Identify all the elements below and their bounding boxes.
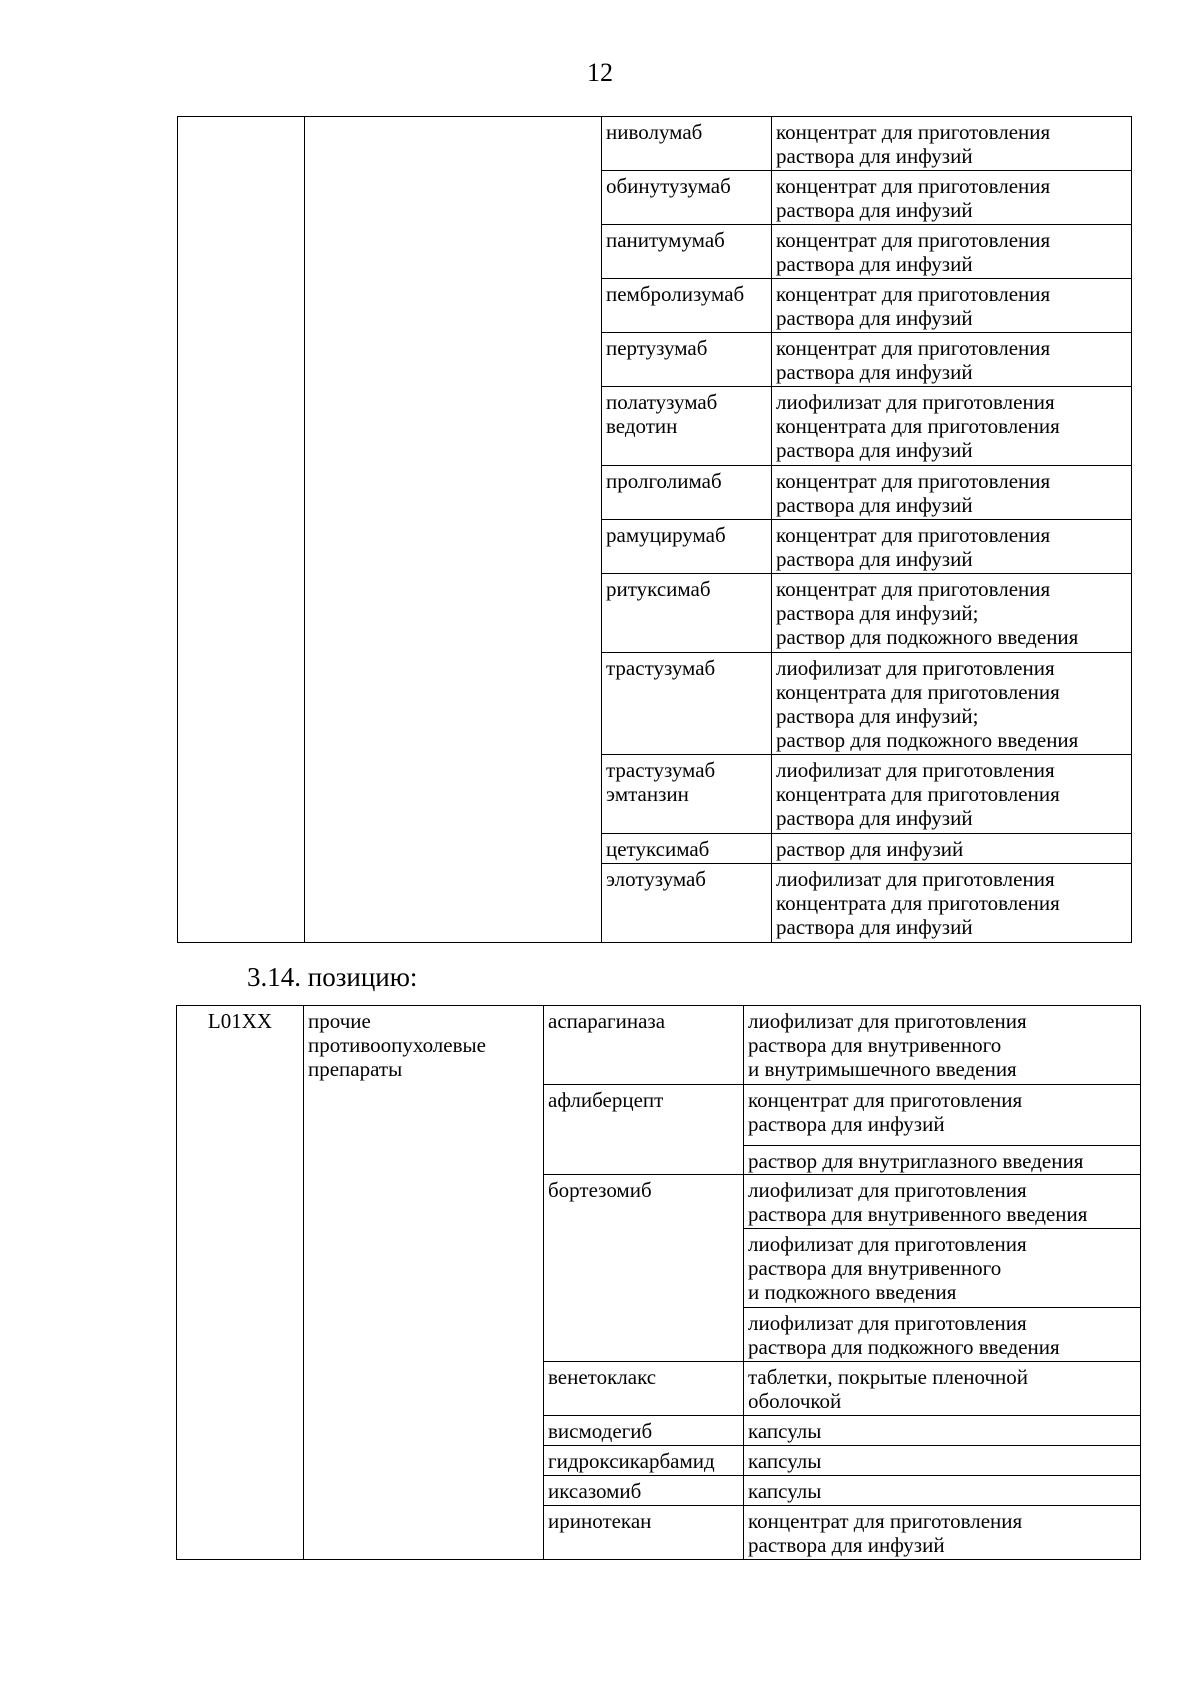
drug-name-cell: венетоклакс [544, 1362, 744, 1416]
section-heading: 3.14. позицию: [247, 962, 418, 992]
drug-name-cell: рамуцирумаб [602, 520, 772, 574]
drug-name-cell: обинутузумаб [602, 171, 772, 225]
dosage-form-cell: раствор для внутриглазного введения [744, 1146, 1141, 1175]
drug-name-cell: иксазомиб [544, 1476, 744, 1506]
dosage-form-cell: концентрат для приготовления раствора для инфузий [772, 117, 1132, 171]
drug-name-cell: гидроксикарбамид [544, 1446, 744, 1476]
code-cell-empty [178, 117, 305, 943]
drug-name-cell: пертузумаб [602, 333, 772, 387]
dosage-form-cell: таблетки, покрытые пленочной оболочкой [744, 1362, 1141, 1416]
drug-name-cell: пембролизумаб [602, 279, 772, 333]
dosage-form-cell: капсулы [744, 1416, 1141, 1446]
group-name-cell: прочие противоопухолевые препараты [304, 1006, 544, 1560]
drug-name-cell-empty [544, 1229, 744, 1308]
dosage-form-cell: концентрат для приготовления раствора для инфузий [772, 225, 1132, 279]
drug-name-cell: афлиберцепт [544, 1085, 744, 1146]
dosage-form-cell: лиофилизат для приготовления раствора для подкожного введения [744, 1308, 1141, 1362]
dosage-form-cell: лиофилизат для приготовления раствора для внутривенного и подкожного введения [744, 1229, 1141, 1308]
dosage-form-cell: концентрат для приготовления раствора для инфузий [772, 171, 1132, 225]
dosage-form-cell: лиофилизат для приготовления концентрата для приготовления раствора для инфузий [772, 755, 1132, 834]
drug-name-cell: ритуксимаб [602, 574, 772, 653]
dosage-form-cell: концентрат для приготовления раствора для инфузий [772, 333, 1132, 387]
drug-name-cell: элотузумаб [602, 864, 772, 943]
drug-table-continued [177, 116, 1132, 943]
dosage-form-cell: лиофилизат для приготовления раствора для внутривенного и внутримышечного введения [744, 1006, 1141, 1085]
table-row [178, 117, 1132, 171]
dosage-form-cell: лиофилизат для приготовления концентрата для приготовления раствора для инфузий [772, 387, 1132, 466]
group-cell-empty [305, 117, 602, 943]
drug-name-cell: ниволумаб [602, 117, 772, 171]
drug-name-cell: трастузумаб [602, 653, 772, 755]
atc-code-cell: L01XX [177, 1006, 304, 1560]
drug-name-cell: трастузумаб эмтанзин [602, 755, 772, 834]
drug-name-cell: аспарагиназа [544, 1006, 744, 1085]
dosage-form-cell: раствор для инфузий [772, 834, 1132, 864]
dosage-form-cell: лиофилизат для приготовления концентрата для приготовления раствора для инфузий; раствор для подкожного введения [772, 653, 1132, 755]
drug-name-cell: цетуксимаб [602, 834, 772, 864]
dosage-form-cell: концентрат для приготовления раствора для инфузий [772, 279, 1132, 333]
dosage-form-cell: концентрат для приготовления раствора для инфузий [744, 1506, 1141, 1560]
drug-name-cell: висмодегиб [544, 1416, 744, 1446]
drug-name-cell: иринотекан [544, 1506, 744, 1560]
dosage-form-cell: лиофилизат для приготовления раствора для внутривенного введения [744, 1175, 1141, 1229]
drug-name-cell: пролголимаб [602, 466, 772, 520]
table-row [177, 1006, 1141, 1085]
page-number: 12 [587, 58, 613, 87]
drug-name-cell: бортезомиб [544, 1175, 744, 1229]
dosage-form-cell: концентрат для приготовления раствора для инфузий; раствор для подкожного введения [772, 574, 1132, 653]
dosage-form-cell: лиофилизат для приготовления концентрата для приготовления раствора для инфузий [772, 864, 1132, 943]
drug-name-cell: панитумумаб [602, 225, 772, 279]
dosage-form-cell: концентрат для приготовления раствора для инфузий [772, 466, 1132, 520]
drug-name-cell-empty [544, 1146, 744, 1175]
drug-name-cell-empty [544, 1308, 744, 1362]
drug-name-cell: полатузумаб ведотин [602, 387, 772, 466]
dosage-form-cell: капсулы [744, 1476, 1141, 1506]
drug-table-l01xx [176, 1005, 1141, 1560]
dosage-form-cell: капсулы [744, 1446, 1141, 1476]
dosage-form-cell: концентрат для приготовления раствора для инфузий [744, 1085, 1141, 1146]
dosage-form-cell: концентрат для приготовления раствора для инфузий [772, 520, 1132, 574]
